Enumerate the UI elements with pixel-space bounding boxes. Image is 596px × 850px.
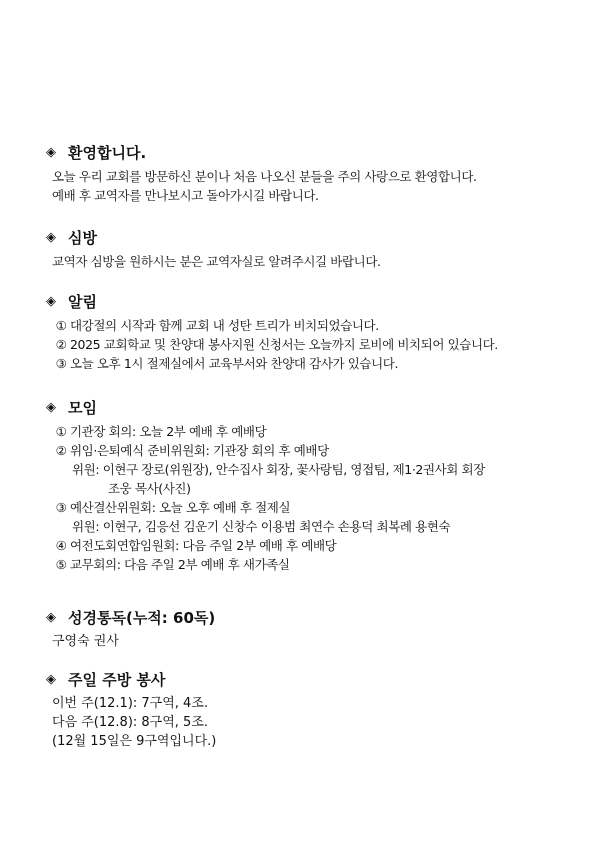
visit-heading: 심방 xyxy=(68,229,97,247)
visit-section xyxy=(46,228,566,271)
meeting-item: ① 기관장 회의: 오늘 2부 예배 후 예배당 xyxy=(55,424,267,439)
kitchen-line-1: 이번 주(12.1): 7구역, 4조. xyxy=(52,696,209,711)
notices-heading: 알림 xyxy=(68,293,97,311)
meeting-item: ③ 예산결산위원회: 오늘 오후 예배 후 절제실 xyxy=(55,500,291,515)
welcome-section xyxy=(46,143,566,205)
welcome-line-1: 오늘 우리 교회를 방문하신 분이나 처음 나오신 분들을 주의 사랑으로 환영합니다. xyxy=(52,169,477,184)
kitchen-line-2: 다음 주(12.8): 8구역, 5조. xyxy=(52,715,209,730)
notice-item: ③ 오늘 오후 1시 절제실에서 교육부서와 찬양대 감사가 있습니다. xyxy=(55,356,399,371)
notice-item: ① 대강절의 시작과 함께 교회 내 성탄 트리가 비치되었습니다. xyxy=(55,318,379,333)
diamond-bullet-icon: ◈ xyxy=(46,672,56,687)
welcome-heading: 환영합니다. xyxy=(68,144,147,162)
notices-section xyxy=(46,292,566,373)
diamond-bullet-icon: ◈ xyxy=(46,610,56,625)
meeting-item: ④ 여전도회연합임원회: 다음 주일 2부 예배 후 예배당 xyxy=(55,538,337,553)
diamond-bullet-icon: ◈ xyxy=(46,230,56,245)
meetings-heading: 모임 xyxy=(68,399,97,417)
visit-line-1: 교역자 심방을 원하시는 분은 교역자실로 알려주시길 바랍니다. xyxy=(52,254,381,269)
kitchen-section xyxy=(46,670,566,751)
bible-line-1: 구영숙 권사 xyxy=(52,634,119,649)
kitchen-line-3: (12월 15일은 9구역입니다.) xyxy=(52,734,217,749)
diamond-bullet-icon: ◈ xyxy=(46,294,56,309)
bible-section xyxy=(46,608,566,651)
bible-heading: 성경통독(누적: 60독) xyxy=(68,609,216,627)
notice-item: ② 2025 교회학교 및 찬양대 봉사지원 신청서는 오늘까지 로비에 비치되어 있습니다. xyxy=(55,337,498,352)
kitchen-heading: 주일 주방 봉사 xyxy=(68,671,166,689)
meeting-item: ② 위임·은퇴예식 준비위원회: 기관장 회의 후 예배당 xyxy=(55,443,329,458)
welcome-line-2: 예배 후 교역자를 만나보시고 돌아가시길 바랍니다. xyxy=(52,188,319,203)
meeting-members-line: 위원: 이현구, 김응선 김운기 신창수 이용범 최연수 손용덕 최복례 용현숙 xyxy=(72,519,451,534)
meetings-section xyxy=(46,398,566,574)
meeting-item: ⑤ 교무회의: 다음 주일 2부 예배 후 새가족실 xyxy=(55,557,290,572)
diamond-bullet-icon: ◈ xyxy=(46,145,56,160)
meeting-members-line: 조웅 목사(사진) xyxy=(108,481,191,496)
diamond-bullet-icon: ◈ xyxy=(46,400,56,415)
meeting-members-line: 위원: 이현구 장로(위원장), 안수집사 회장, 꽃사랑팀, 영접팀, 제1·2권사회 회장 xyxy=(72,462,485,477)
